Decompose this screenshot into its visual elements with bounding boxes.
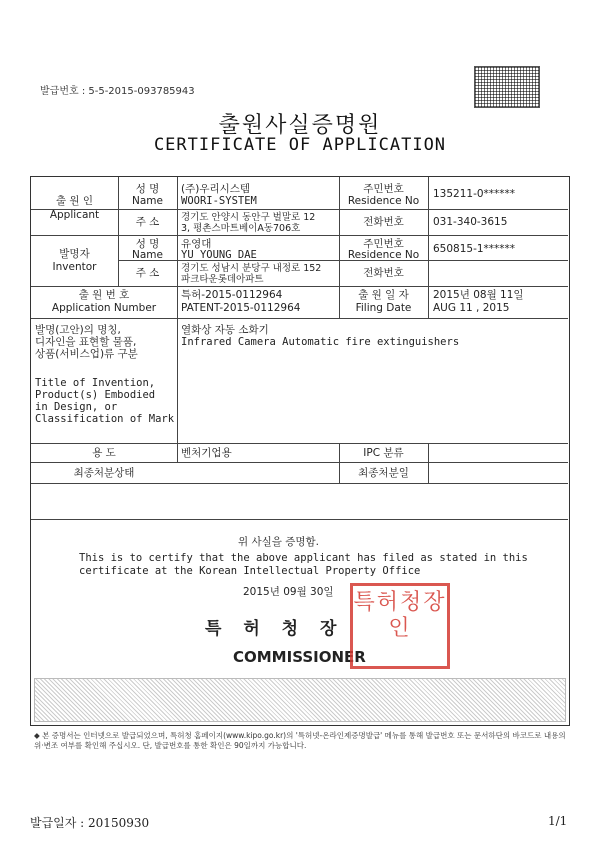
applicant-name-en: WOORI-SYSTEM (181, 195, 257, 207)
inventor-rid-label-en: Residence No (347, 249, 420, 261)
filing-date-label-ko: 출 원 일 자 (358, 289, 409, 301)
disposition-label: 최종처분상태 (73, 467, 135, 479)
invention-title-ko: 열화상 자동 소화기 (181, 324, 269, 336)
row-divider (31, 483, 568, 484)
inventor-name-en: YU YOUNG DAE (181, 249, 257, 261)
internet-issue-notice: ◆ 본 증명서는 인터넷으로 발급되었으며, 특허청 홈페이지(www.kipo.go.kr)의 '특허넷-온라인제증명발급' 메뉴를 통해 발급번호 또는 문서하단의 바코드로 내용의 위·변조 여부를 확인해 주십시오. 단, 발급번호를 통한 확인은 90일까지 가능합니다. (34, 731, 566, 750)
applicant-address-label: 주 소 (135, 216, 160, 228)
inventor-name-label-ko: 성 명 (135, 238, 160, 250)
issue-number: 발급번호 : 5-5-2015-093785943 (40, 86, 195, 97)
row-divider (31, 462, 568, 463)
footer-issue-date: 발급일자 : 20150930 (30, 816, 150, 830)
col-divider (177, 177, 178, 462)
invention-label-ko-2: 디자인을 표현할 물품, (35, 336, 137, 348)
applicant-name-label-ko: 성 명 (135, 183, 160, 195)
footer-page-number: 1/1 (548, 814, 568, 828)
invention-label-ko-3: 상품(서비스업)류 구분 (35, 348, 138, 360)
certificate-table (30, 176, 570, 726)
certify-text-ko: 위 사실을 증명함. (238, 536, 320, 548)
ipc-label: IPC 분류 (363, 447, 404, 459)
applicant-name-label-en: Name (132, 195, 163, 207)
filing-date-label-en: Filing Date (355, 302, 412, 314)
inventor-address-label: 주 소 (135, 267, 160, 279)
applicant-phone-label: 전화번호 (363, 216, 404, 228)
col-divider (428, 177, 429, 318)
invention-label-en-3: in Design, or (35, 401, 118, 413)
inventor-phone-label: 전화번호 (363, 267, 404, 279)
invention-title-en: Infrared Camera Automatic fire extinguishers (181, 336, 460, 348)
inventor-name-ko: 유영대 (181, 238, 212, 250)
application-number-ko: 특허-2015-0112964 (181, 289, 283, 301)
inventor-address-line2: 파크타운롯데아파트 (181, 274, 264, 285)
disposition-date-label: 최종처분일 (358, 467, 409, 479)
certify-date: 2015년 09월 30일 (243, 586, 334, 598)
applicant-phone: 031-340-3615 (433, 216, 508, 228)
certify-text-en-1: This is to certify that the above applicant has filed as stated in this (79, 552, 528, 564)
title-korean: 출원사실증명원 (218, 113, 382, 138)
col-divider (428, 443, 429, 483)
application-number-label-ko: 출 원 번 호 (78, 289, 130, 301)
row-divider (31, 235, 568, 236)
invention-label-en-2: Product(s) Embodied (35, 389, 156, 401)
applicant-rid: 135211-0****** (433, 188, 516, 200)
inventor-rid-label-ko: 주민번호 (363, 238, 404, 250)
commissioner-ko: 특 허 청 장 (205, 619, 345, 639)
official-seal: 특허청장인 (350, 583, 450, 669)
certify-text-en-2: certificate at the Korean Intellectual Property Office (79, 565, 421, 577)
inventor-label-en: Inventor (52, 261, 97, 273)
filing-date-en: AUG 11 , 2015 (433, 302, 510, 314)
applicant-label-ko: 출 원 인 (55, 195, 94, 207)
row-divider (31, 318, 568, 319)
row-divider (31, 519, 568, 520)
security-pattern (34, 678, 566, 722)
inventor-name-label-en: Name (132, 249, 163, 261)
inventor-rid: 650815-1****** (433, 243, 516, 255)
filing-date-ko: 2015년 08월 11일 (433, 289, 524, 301)
inventor-label-ko: 발명자 (59, 248, 90, 260)
usage-label: 용 도 (92, 447, 116, 459)
applicant-rid-label-ko: 주민번호 (363, 183, 404, 195)
row-divider (31, 443, 568, 444)
usage-value: 벤처기업용 (181, 447, 232, 459)
row-divider (31, 286, 568, 287)
invention-label-en-4: Classification of Mark (35, 413, 175, 425)
commissioner-en: COMMISSIONER (233, 648, 366, 666)
invention-label-ko-1: 발명(고안)의 명칭, (35, 324, 121, 336)
applicant-label-en: Applicant (49, 209, 100, 221)
inventor-address-line1: 경기도 성남시 분당구 내정로 152 (181, 263, 322, 274)
applicant-name-ko: (주)우리시스템 (181, 183, 251, 195)
title-english: CERTIFICATE OF APPLICATION (153, 135, 447, 155)
application-number-label-en: Application Number (51, 302, 157, 314)
invention-label-en-1: Title of Invention, (35, 377, 156, 389)
application-number-en: PATENT-2015-0112964 (181, 302, 301, 314)
applicant-address-line2: 3, 평촌스마트베이A동706호 (181, 223, 301, 234)
applicant-rid-label-en: Residence No (347, 195, 420, 207)
barcode-image (474, 66, 540, 108)
applicant-address-line1: 경기도 안양시 동안구 벌말로 12 (181, 212, 316, 223)
